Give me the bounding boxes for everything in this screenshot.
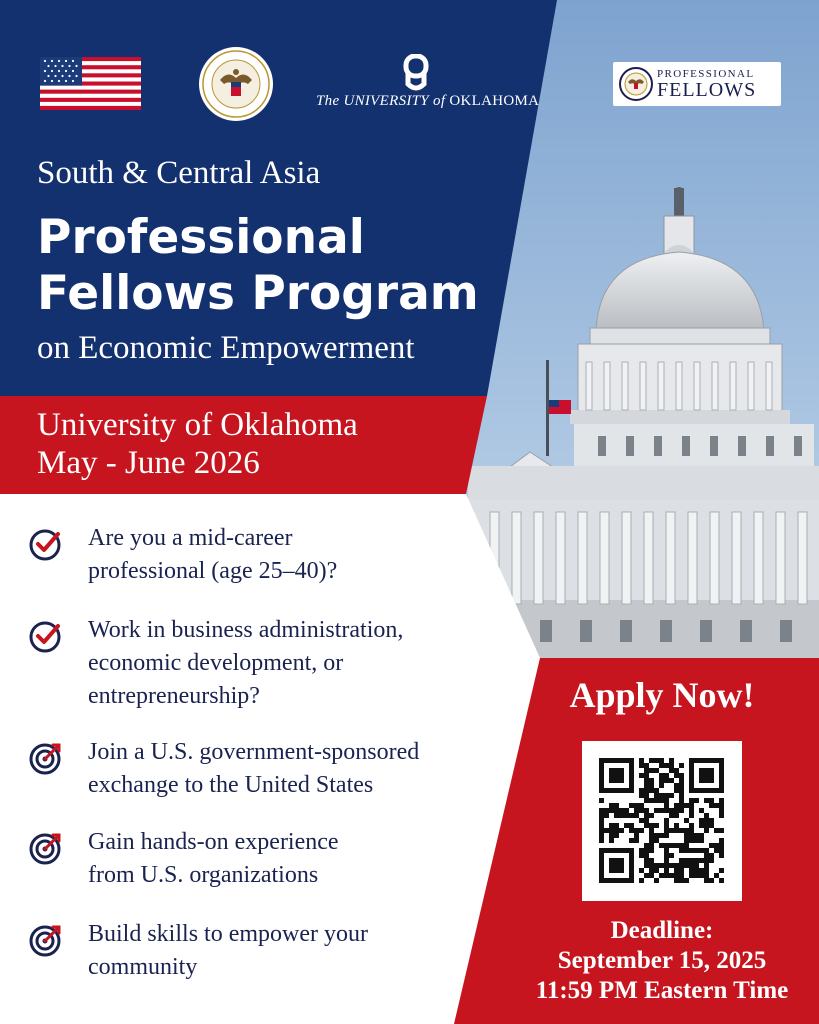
deadline-time: 11:59 PM Eastern Time bbox=[535, 977, 789, 1004]
state-department-seal-icon bbox=[619, 67, 653, 101]
professional-fellows-badge bbox=[613, 62, 781, 106]
program-title bbox=[37, 210, 479, 322]
pf-badge-bottom: FELLOWS bbox=[657, 79, 757, 101]
check-circle-icon bbox=[28, 618, 64, 654]
target-icon bbox=[28, 740, 64, 776]
us-mission-seal-icon bbox=[198, 46, 274, 122]
bullet-text: Are you a mid-career professional (age 25–40)? bbox=[88, 525, 338, 584]
deadline-block bbox=[524, 916, 800, 1006]
qr-code[interactable] bbox=[582, 741, 742, 901]
apply-now-heading: Apply Now! bbox=[569, 675, 755, 715]
check-circle-icon bbox=[28, 526, 64, 562]
bullet-text: Join a U.S. government-sponsored exchange to the United States bbox=[88, 739, 420, 798]
program-focus: on Economic Empowerment bbox=[37, 330, 415, 366]
bullet-text: Build skills to empower your community bbox=[88, 921, 368, 980]
us-flag-icon bbox=[40, 57, 141, 110]
program-title-line2: Fellows Program bbox=[37, 266, 479, 321]
target-icon bbox=[28, 830, 64, 866]
banner-university: University of Oklahoma bbox=[37, 407, 358, 443]
ou-logo-icon bbox=[398, 54, 434, 92]
university-logo-text: The UNIVERSITY of OKLAHOMA bbox=[316, 93, 540, 109]
pf-badge-top: PROFESSIONAL bbox=[657, 68, 755, 80]
university-dates-banner bbox=[37, 406, 358, 482]
program-title-line1: Professional bbox=[37, 210, 365, 265]
deadline-date: September 15, 2025 bbox=[557, 947, 767, 974]
deadline-label: Deadline: bbox=[610, 917, 714, 944]
bullet-text: Work in business administration, economic development, or entrepreneurship? bbox=[88, 617, 404, 709]
region-subtitle: South & Central Asia bbox=[37, 155, 321, 191]
banner-dates: May - June 2026 bbox=[37, 445, 260, 481]
target-icon bbox=[28, 922, 64, 958]
bullet-text: Gain hands-on experience from U.S. organizations bbox=[88, 829, 339, 888]
qr-code-icon bbox=[582, 741, 742, 901]
